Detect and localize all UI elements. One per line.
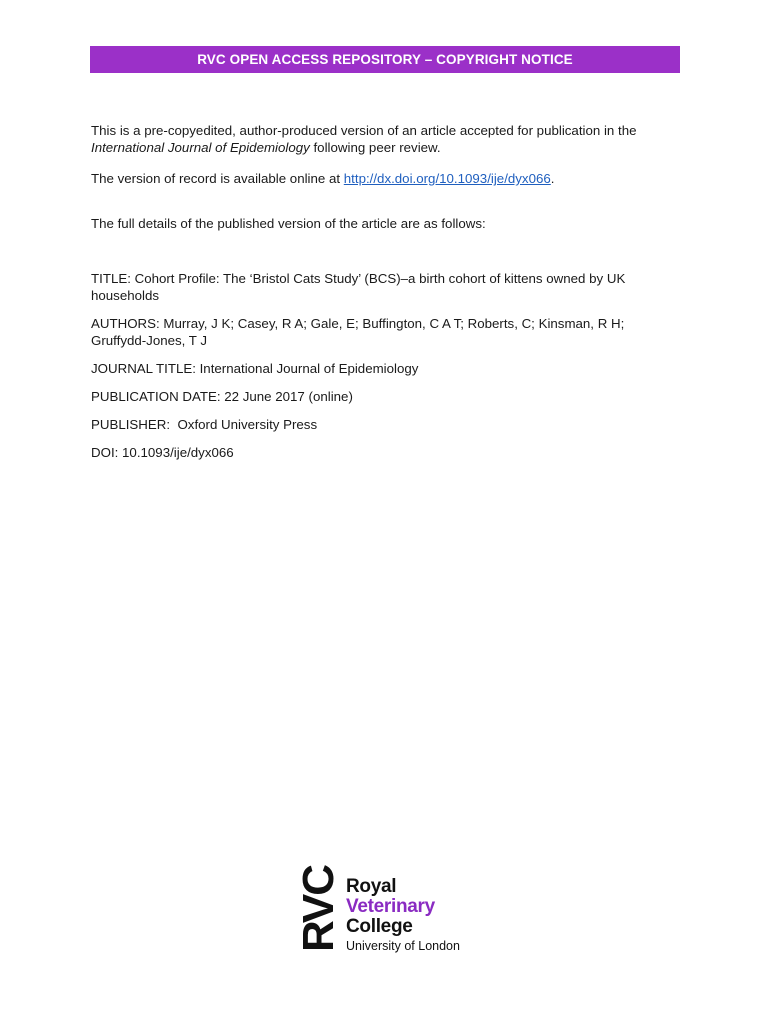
meta-publication-date: PUBLICATION DATE: 22 June 2017 (online)	[91, 389, 353, 404]
rvc-logo-mark	[294, 857, 343, 961]
logo-line-college: College	[346, 916, 413, 937]
meta-doi: DOI: 10.1093/ije/dyx066	[91, 445, 234, 460]
version-of-record-paragraph	[91, 170, 681, 187]
full-details-paragraph: The full details of the published version of the article are as follows:	[91, 216, 486, 231]
intro-text-after: following peer review.	[309, 140, 441, 155]
version-text-after: .	[550, 171, 555, 186]
logo-line-veterinary: Veterinary	[346, 896, 435, 917]
intro-journal-name: International Journal of Epidemiology	[91, 140, 310, 155]
meta-journal-title: JOURNAL TITLE: International Journal of Epidemiology	[91, 361, 419, 376]
logo-line-university: University of London	[346, 939, 460, 953]
doi-link[interactable]: http://dx.doi.org/10.1093/ije/dyx066	[343, 171, 551, 186]
meta-title: TITLE: Cohort Profile: The ‘Bristol Cats Study’ (BCS)–a birth cohort of kittens owned by UK households	[91, 271, 626, 303]
version-text-before: The version of record is available online at	[91, 171, 344, 186]
rvc-logo	[294, 857, 480, 962]
intro-paragraph	[91, 122, 681, 156]
meta-authors: AUTHORS: Murray, J K; Casey, R A; Gale, E; Buffington, C A T; Roberts, C; Kinsman, R H; Gruffydd-Jones, T J	[91, 316, 625, 348]
rvc-mark-text: RVC	[294, 865, 343, 953]
meta-publisher: PUBLISHER: Oxford University Press	[91, 417, 318, 432]
logo-line-royal: Royal	[346, 876, 397, 897]
document-body	[91, 122, 681, 472]
rvc-logo-wordmark	[346, 877, 460, 955]
intro-text-before: This is a pre-copyedited, author-produced version of an article accepted for publication in the	[91, 123, 637, 138]
copyright-notice-banner: RVC OPEN ACCESS REPOSITORY – COPYRIGHT NOTICE	[90, 46, 680, 73]
